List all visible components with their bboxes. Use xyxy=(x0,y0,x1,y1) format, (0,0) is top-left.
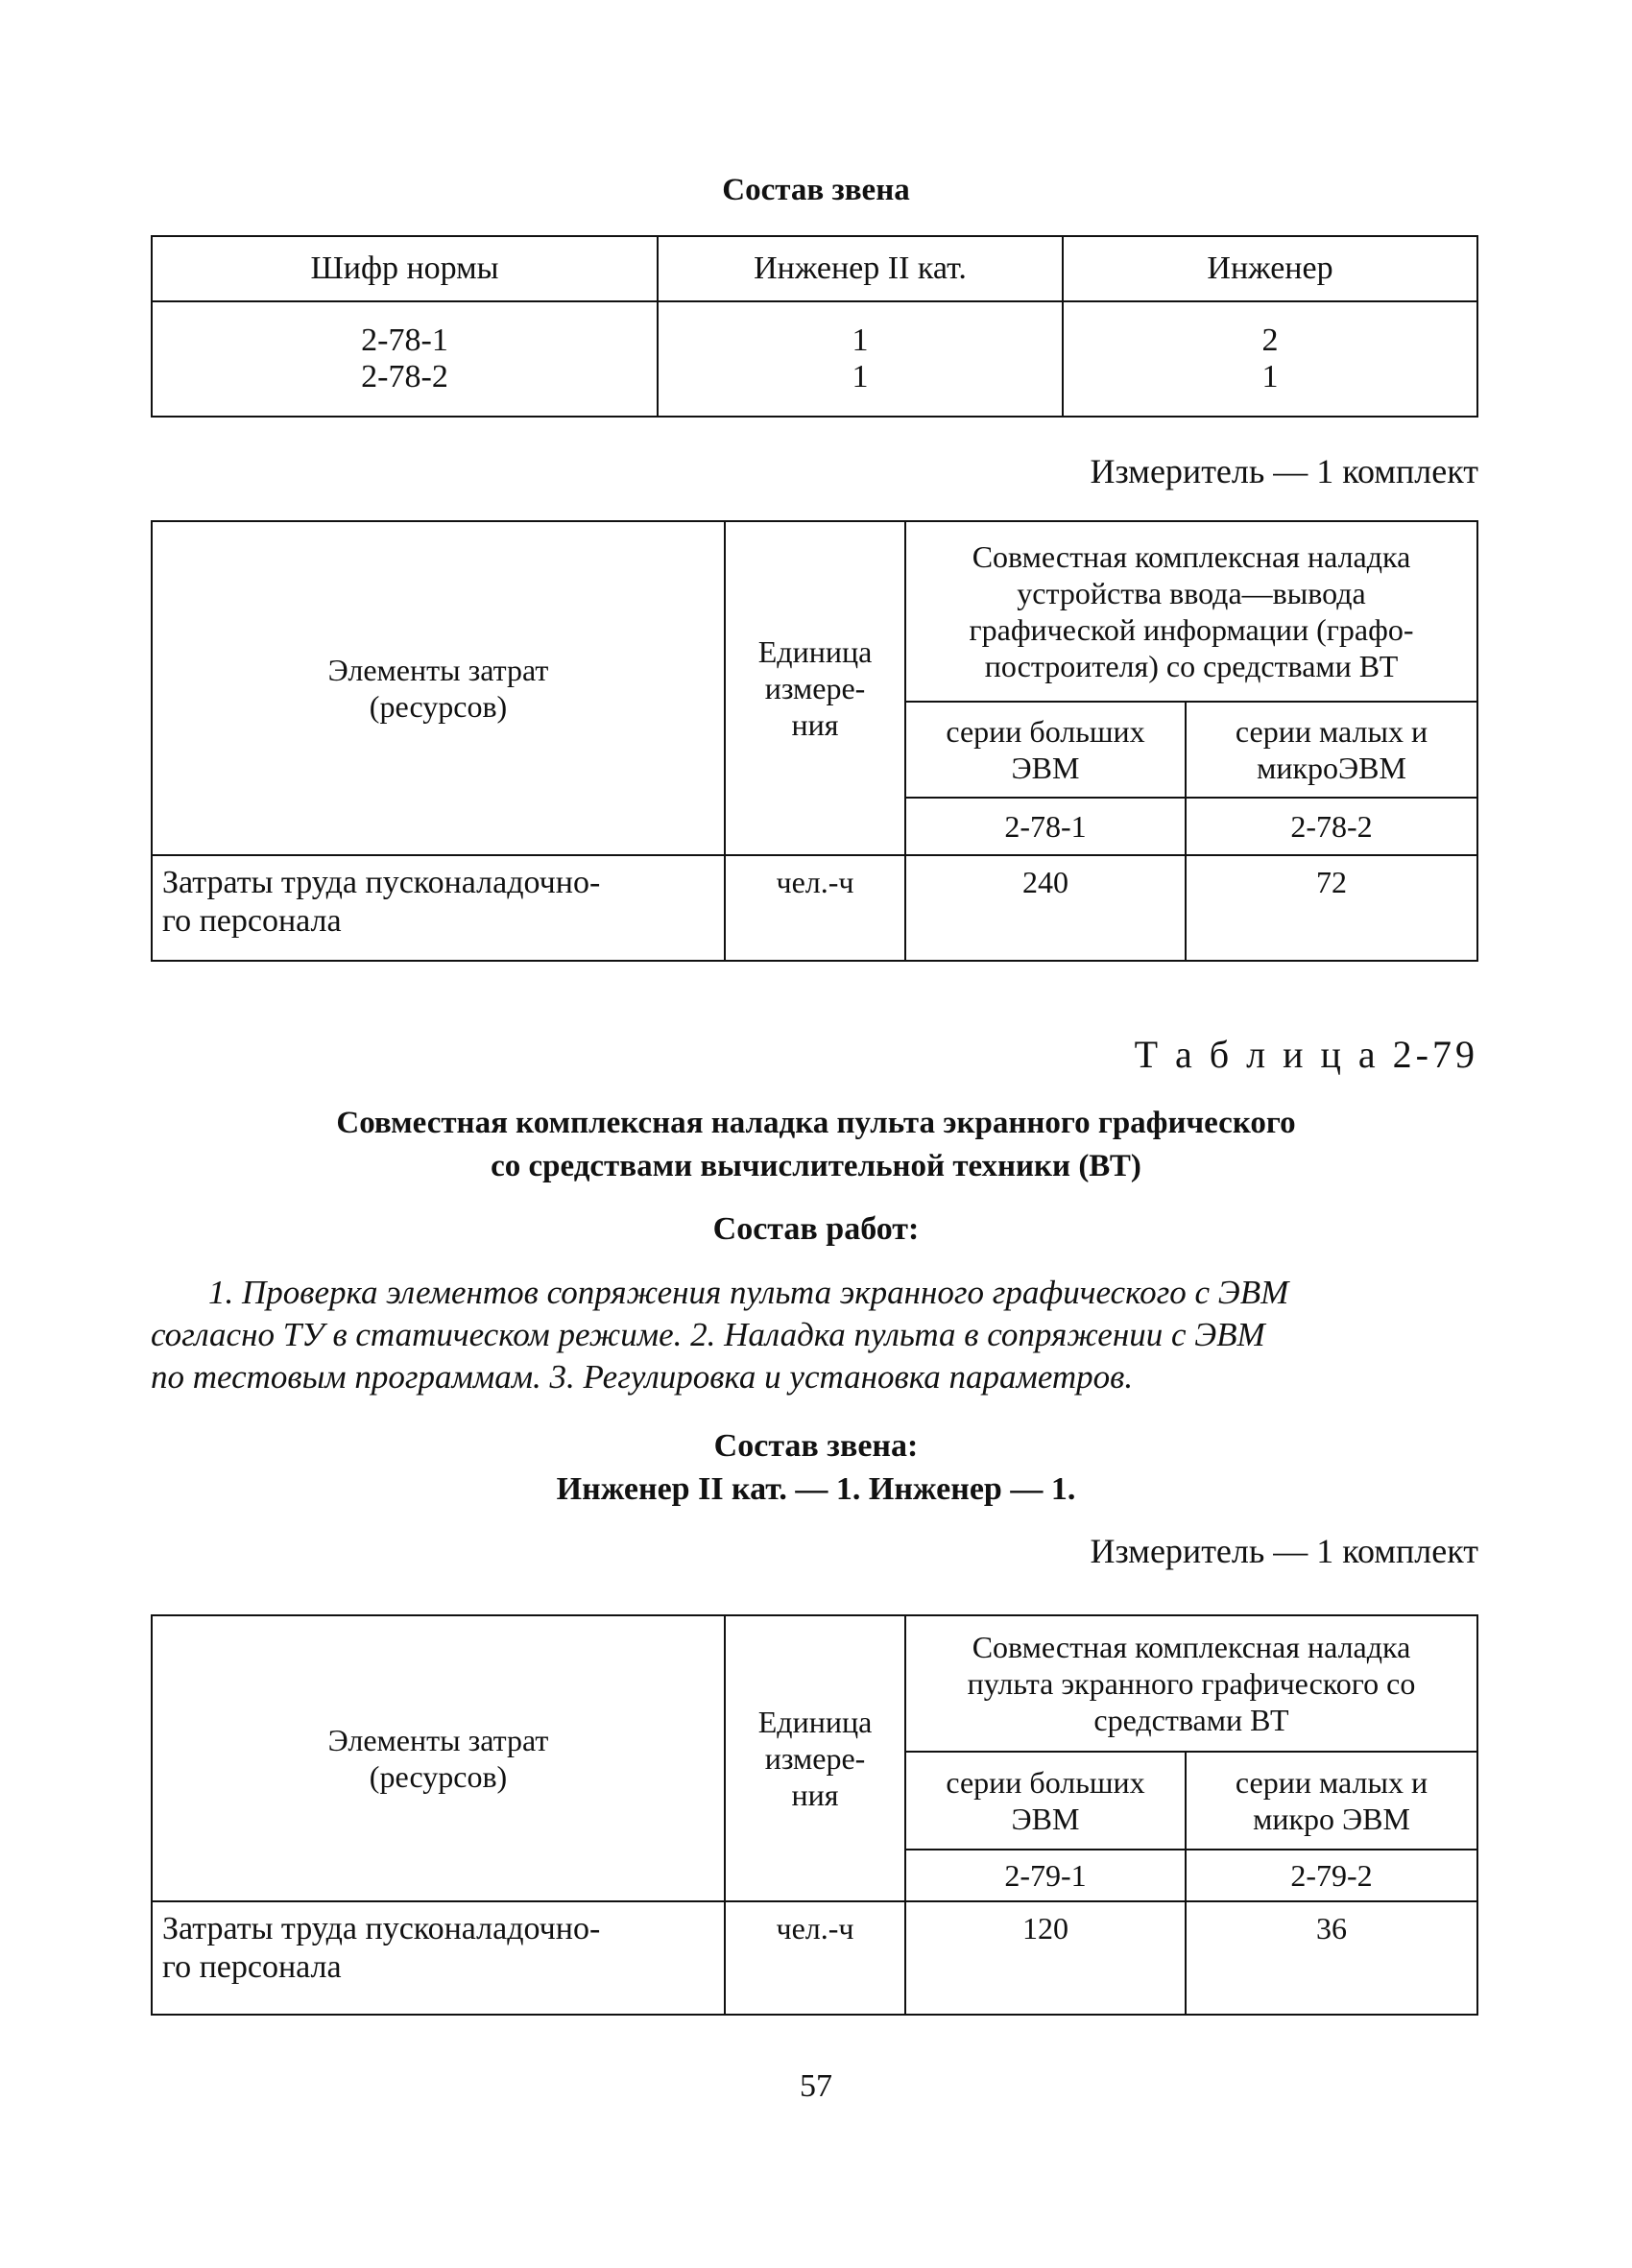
crew-eng2-2: 1 xyxy=(852,359,869,394)
t78-header-unit-line2: измере- xyxy=(764,671,866,705)
t79-sub-small-line1: серии малых и xyxy=(1235,1765,1428,1800)
t79-sub-large-line1: серии больших xyxy=(946,1765,1145,1800)
work-text-line1: 1. Проверка элементов сопряжения пульта экранного графического с ЭВМ xyxy=(208,1274,1289,1311)
work-text-line2: согласно ТУ в статическом режиме. 2. Наладка пульта в сопряжении с ЭВМ xyxy=(151,1316,1265,1353)
t79-group-line1: Совместная комплексная наладка xyxy=(972,1630,1411,1664)
t79-sub-small-line2: микро ЭВМ xyxy=(1253,1802,1410,1836)
table-label: Т а б л и ц а 2-79 xyxy=(1134,1033,1478,1076)
t78-group-line4: построителя) со средствами ВТ xyxy=(984,649,1399,683)
crew-header-eng2: Инженер II кат. xyxy=(658,236,1063,301)
crew-eng-values xyxy=(1063,301,1477,417)
t78-sub-large-line2: ЭВМ xyxy=(1011,751,1080,785)
t78-row-label-line2: го персонала xyxy=(162,903,342,939)
crew-title: Состав звена: xyxy=(713,1428,919,1464)
t79-header-unit xyxy=(725,1615,905,1901)
crew-eng2-1: 1 xyxy=(852,322,869,358)
crew-title-top: Состав звена xyxy=(722,173,910,207)
t78-sub-small xyxy=(1186,702,1477,798)
t78-group-header xyxy=(905,521,1477,702)
t79-row-unit: чел.-ч xyxy=(725,1901,905,2015)
t78-header-elements-line2: (ресурсов) xyxy=(369,689,508,724)
measure-unit-1: Измеритель — 1 комплект xyxy=(1090,452,1478,490)
t79-code-b: 2-79-2 xyxy=(1186,1850,1477,1901)
t78-code-b: 2-78-2 xyxy=(1186,798,1477,855)
t79-group-line3: средствами ВТ xyxy=(1093,1703,1289,1737)
t79-header-unit-line3: ния xyxy=(791,1778,839,1812)
work-title: Состав работ: xyxy=(712,1211,920,1247)
t78-row-label-line1: Затраты труда пусконаладочно- xyxy=(162,865,601,900)
t78-sub-small-line1: серии малых и xyxy=(1235,714,1428,749)
crew-code-1: 2-78-1 xyxy=(361,322,448,358)
t79-row-label-line1: Затраты труда пусконаладочно- xyxy=(162,1911,601,1946)
t78-row-label xyxy=(152,855,725,961)
crew-table xyxy=(151,235,1478,418)
t78-header-unit-line3: ния xyxy=(791,707,839,742)
t79-header-elements-line2: (ресурсов) xyxy=(369,1759,508,1794)
section-title xyxy=(0,1102,1632,1188)
t78-header-unit-line1: Единица xyxy=(757,634,873,669)
crew-eng-1: 2 xyxy=(1261,322,1279,358)
crew-header-code: Шифр нормы xyxy=(152,236,658,301)
t78-header-unit xyxy=(725,521,905,855)
t79-row-label-line2: го персонала xyxy=(162,1949,342,1985)
crew-code-2: 2-78-2 xyxy=(361,359,448,394)
t78-sub-large-line1: серии больших xyxy=(946,714,1145,749)
t79-group-line2: пульта экранного графического со xyxy=(967,1666,1416,1701)
t79-header-elements-line1: Элементы затрат xyxy=(327,1723,549,1757)
t78-sub-large xyxy=(905,702,1186,798)
t79-sub-large xyxy=(905,1752,1186,1850)
t78-group-line2: устройства ввода—вывода xyxy=(1017,576,1366,610)
table-2-78 xyxy=(151,520,1478,962)
crew-eng2-values xyxy=(658,301,1063,417)
crew-eng-2: 1 xyxy=(1261,359,1279,394)
crew-line: Инженер II кат. — 1. Инженер — 1. xyxy=(556,1471,1076,1507)
t78-val-a: 240 xyxy=(905,855,1186,961)
t78-header-elements-line1: Элементы затрат xyxy=(327,653,549,687)
measure-unit-2: Измеритель — 1 комплект xyxy=(1090,1532,1478,1570)
t78-code-a: 2-78-1 xyxy=(905,798,1186,855)
t79-group-header xyxy=(905,1615,1477,1752)
t78-group-line3: графической информации (графо- xyxy=(969,612,1414,647)
crew-header-eng: Инженер xyxy=(1063,236,1477,301)
t79-val-a: 120 xyxy=(905,1901,1186,2015)
work-text xyxy=(151,1272,1478,1398)
t78-group-line1: Совместная комплексная наладка xyxy=(972,539,1411,574)
t79-val-b: 36 xyxy=(1186,1901,1477,2015)
t79-sub-large-line2: ЭВМ xyxy=(1011,1802,1080,1836)
t79-sub-small xyxy=(1186,1752,1477,1850)
work-text-line3: по тестовым программам. 3. Регулировка и установка параметров. xyxy=(151,1358,1134,1396)
page-number: 57 xyxy=(800,2068,832,2104)
t79-header-unit-line2: измере- xyxy=(764,1741,866,1776)
t78-header-elements xyxy=(152,521,725,855)
t79-row-label xyxy=(152,1901,725,2015)
t78-val-b: 72 xyxy=(1186,855,1477,961)
t79-header-elements xyxy=(152,1615,725,1901)
t79-code-a: 2-79-1 xyxy=(905,1850,1186,1901)
table-2-79 xyxy=(151,1614,1478,2016)
crew-codes xyxy=(152,301,658,417)
t78-sub-small-line2: микроЭВМ xyxy=(1257,751,1406,785)
section-title-line2: со средствами вычислительной техники (ВТ) xyxy=(491,1149,1141,1183)
t79-header-unit-line1: Единица xyxy=(757,1705,873,1739)
t78-row-unit: чел.-ч xyxy=(725,855,905,961)
section-title-line1: Совместная комплексная наладка пульта экранного графического xyxy=(336,1106,1296,1140)
